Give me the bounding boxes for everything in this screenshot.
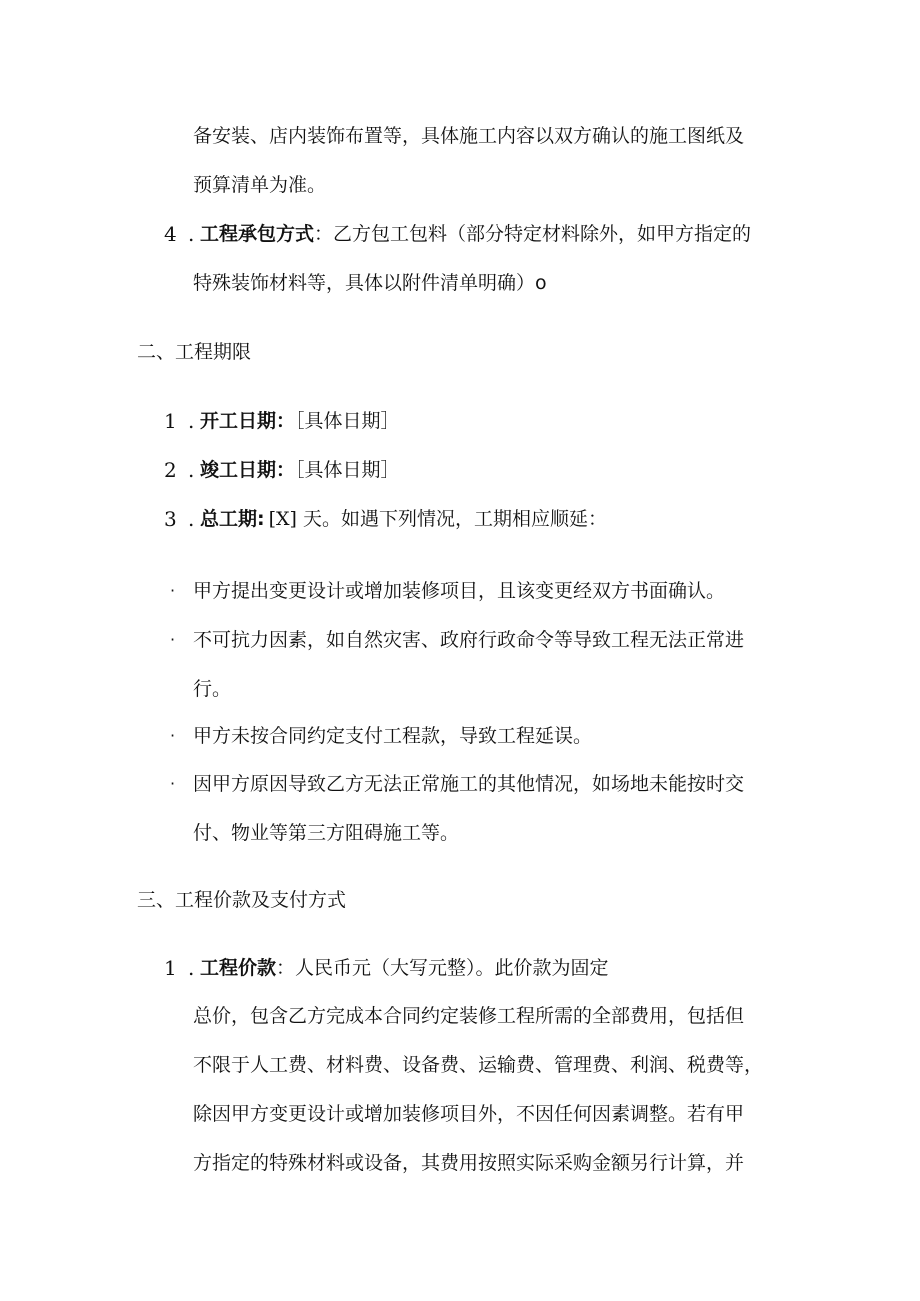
item-number: 1: [164, 409, 177, 433]
bullet-text-continued: 付、物业等第三方阻碍施工等。: [193, 822, 460, 844]
paragraph-line: 除因甲方变更设计或增加装修项目外，不因任何因素调整。若有甲: [193, 1103, 745, 1125]
item-text: 乙方包工包料（部分特定材料除外，如甲方指定的: [333, 223, 752, 245]
item-text: 人民币元（大写元整）。此价款为固定: [295, 957, 609, 979]
bullet-icon: ·: [170, 630, 176, 649]
section-heading: 三、工程价款及支付方式: [137, 889, 347, 911]
item-colon: ：: [276, 957, 296, 979]
item-title: 开工日期：: [200, 410, 296, 432]
item-separator: .: [188, 458, 195, 482]
paragraph-line: 方指定的特殊材料或设备，其费用按照实际采购金额另行计算，并: [193, 1152, 745, 1174]
bullet-icon: ·: [170, 726, 176, 745]
bullet-icon: ·: [170, 581, 176, 600]
item-number: 1: [164, 956, 177, 980]
paragraph-line: 备安装、店内装饰布置等，具体施工内容以双方确认的施工图纸及: [193, 125, 745, 147]
item-title: 总工期:: [200, 508, 265, 530]
bullet-text: 不可抗力因素，如自然灾害、政府行政命令等导致工程无法正常进: [193, 629, 745, 651]
item-separator: .: [188, 409, 195, 433]
paragraph-line: 预算清单为准。: [193, 174, 327, 196]
item-number: 2: [164, 458, 177, 482]
item-separator: .: [188, 956, 195, 980]
item-number: 4: [164, 222, 177, 246]
item-separator: .: [188, 507, 195, 531]
item-text: ［具体日期］: [295, 459, 400, 481]
item-separator: .: [188, 222, 195, 246]
item-number: 3: [164, 507, 177, 531]
paragraph-line: 总价，包含乙方完成本合同约定装修工程所需的全部费用，包括但: [193, 1005, 745, 1027]
item-text: ［具体日期］: [295, 410, 400, 432]
item-title: 竣工日期：: [200, 459, 296, 481]
section-heading: 二、工程期限: [137, 341, 252, 363]
item-text: 天。如遇下列情况，工期相应顺延：: [302, 508, 607, 530]
item-text-continued: 特殊装饰材料等，具体以附件清单明确）o: [193, 272, 547, 294]
item-title: 工程价款: [200, 957, 277, 979]
placeholder-days: [X]: [268, 508, 297, 530]
bullet-text: 甲方提出变更设计或增加装修项目，且该变更经双方书面确认。: [193, 580, 726, 602]
item-title: 工程承包方式: [200, 223, 315, 245]
paragraph-line: 不限于人工费、材料费、设备费、运输费、管理费、利润、税费等，: [193, 1054, 764, 1076]
bullet-icon: ·: [170, 774, 176, 793]
bullet-text-continued: 行。: [193, 678, 232, 700]
bullet-text: 甲方未按合同约定支付工程款，导致工程延误。: [193, 725, 593, 747]
item-colon: ：: [314, 223, 334, 245]
bullet-text: 因甲方原因导致乙方无法正常施工的其他情况，如场地未能按时交: [193, 773, 745, 795]
